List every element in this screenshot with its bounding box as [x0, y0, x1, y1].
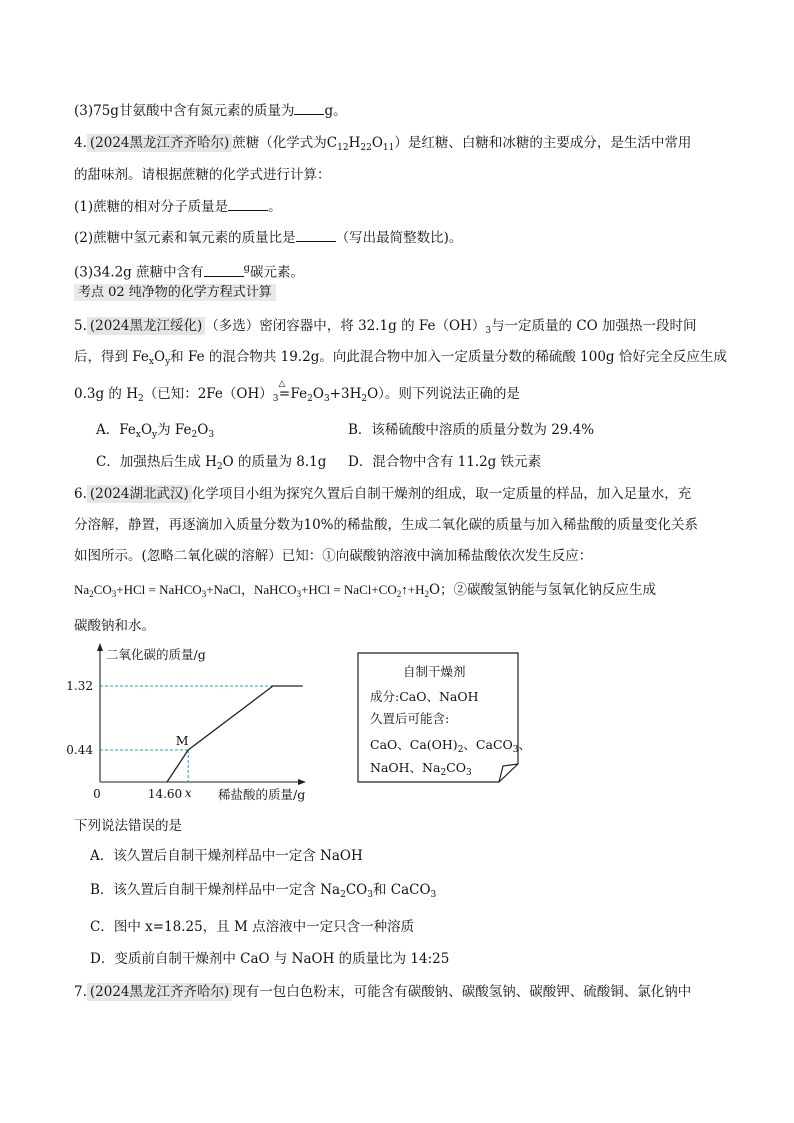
answer-blank[interactable] — [294, 102, 324, 115]
question-source: (2024黑龙江齐齐哈尔) — [87, 983, 232, 1001]
question-source: (2024黑龙江齐齐哈尔) — [87, 134, 232, 152]
answer-blank[interactable] — [204, 264, 244, 277]
question-number: 5. — [74, 318, 87, 334]
y-axis-arrow — [97, 643, 103, 651]
question-number: 6. — [74, 486, 87, 502]
answer-blank[interactable] — [228, 198, 268, 211]
origin-label: 0 — [93, 787, 101, 801]
question-4-part-3: (3)34.2g 蔗糖中含有 $^g$碳元素。 — [74, 263, 305, 281]
question-6-prompt: 下列说法错误的是 — [74, 818, 182, 834]
question-6-option-a[interactable]: A．该久置后自制干燥剂样品中一定含 NaOH — [90, 848, 363, 864]
x-axis-arrow — [298, 779, 306, 785]
question-6-option-c[interactable]: C．图中 x=18.25，且 M 点溶液中一定只含一种溶质 — [90, 919, 415, 935]
question-5-stem-cont-2: 0.3g 的 $H_2$（已知：$2Fe(OH)_3$ △ $=Fe_2O_3+3H_2O$）。则下列说法正确的是 — [74, 379, 520, 404]
point-label-m: M — [175, 733, 189, 749]
question-7-stem: 7. (2024黑龙江齐齐哈尔) 现有一包白色粉末，可能含有碳酸钠、碳酸氢钠、碳酸钾、硫酸铜、氯化钠中 — [74, 984, 692, 1000]
question-6-stem-cont-3: 碳酸钠和水。 — [74, 618, 155, 634]
card-line-1: 成分:CaO、NaOH — [370, 689, 479, 704]
x-tick-label: 14.60 — [147, 787, 183, 801]
question-6-stem-cont-2: 如图所示。(忽略二氧化碳的溶解）已知：①向碳酸钠溶液中滴加稀盐酸依次发生反应： — [74, 548, 593, 564]
card-line-4: NaOH、$Na_2CO_3$ — [370, 760, 472, 778]
y-axis-label: 二氧化碳的质量/g — [106, 647, 206, 662]
y-tick-label: 1.32 — [66, 679, 93, 694]
question-number: 4. — [74, 135, 87, 151]
question-5-option-c[interactable]: C．加强热后生成 $H_2O$ 的质量为 8.1g — [96, 454, 327, 472]
question-source: (2024湖北武汉) — [87, 485, 192, 503]
question-4-part-2: (2)蔗糖中氢元素和氧元素的质量比是 （写出最简整数比)。 — [74, 230, 463, 246]
question-4-stem-cont: 的甜味剂。请根据蔗糖的化学式进行计算： — [74, 167, 331, 183]
x-axis-label: 稀盐酸的质量/g — [218, 787, 306, 802]
question-6-stem-cont: 分溶解，静置，再逐滴加入质量分数为10%的稀盐酸，生成二氧化碳的质量与加入稀盐酸的质量变化关系 — [74, 517, 699, 533]
y-tick-label: 0.44 — [66, 743, 93, 758]
question-5-option-b[interactable]: B．该稀硫酸中溶质的质量分数为 29.4% — [348, 422, 595, 438]
x-tick-label: x — [184, 786, 192, 800]
question-5-option-a[interactable]: A．$Fe_xO_y$为 $Fe_2O_3$ — [96, 422, 215, 440]
card-line-2: 久置后可能含: — [370, 711, 450, 726]
question-5-option-d[interactable]: D．混合物中含有 11.2g 铁元素 — [348, 454, 542, 470]
question-6-equations: $Na_2CO_3+HCl$ = NaHCO$_3$+NaCl，NaHCO$_3$+HCl = $NaCl+CO_2↑+H_2O$；②碳酸氢钠能与氢氧化钠反应生成 — [74, 582, 657, 599]
question-5-stem-cont: 后，得到 $Fe_xO_y$和 Fe 的混合物共 19.2g。向此混合物中加入一定质量分数的稀硫酸 100g 恰好完全反应生成 — [74, 349, 727, 367]
heat-equals-sign: △ = — [278, 379, 291, 402]
card-line-3: CaO、$Ca(OH)_2$、CaCO$_3$、 — [370, 737, 532, 755]
question-4-part-1: (1)蔗糖的相对分子质量是 。 — [74, 199, 282, 215]
card-title: 自制干燥剂 — [403, 664, 466, 679]
question-number: 7. — [74, 984, 87, 1000]
question-5-stem: 5. (2024黑龙江绥化) （多选）密闭容器中，将 32.1g 的 $Fe(OH)_3$与一定质量的 CO 加强热一段时间 — [74, 318, 697, 336]
question-source: (2024黑龙江绥化) — [87, 317, 205, 335]
question-6-option-d[interactable]: D．变质前自制干燥剂中 CaO 与 NaOH 的质量比为 14:25 — [90, 951, 450, 967]
question-6-stem: 6. (2024湖北武汉) 化学项目小组为探究久置后自制干燥剂的组成，取一定质量的样品，加入足量水，充 — [74, 486, 692, 502]
section-heading: 考点 02 纯净物的化学方程式计算 — [74, 282, 276, 303]
q3-line: (3)75g甘氨酸中含有氮元素的质量为 g。 — [74, 103, 347, 119]
co2-mass-chart — [66, 643, 328, 803]
question-6-option-b[interactable]: B．该久置后自制干燥剂样品中一定含 $Na_2CO_3$和 CaCO$_3$ — [90, 882, 437, 900]
answer-blank[interactable] — [296, 229, 336, 242]
question-4-stem: 4. (2024黑龙江齐齐哈尔) 蔗糖（化学式为$C_{12}H_{22}O_{11}$）是红糖、白糖和冰糖的主要成分，是生活中常用 — [74, 135, 692, 153]
